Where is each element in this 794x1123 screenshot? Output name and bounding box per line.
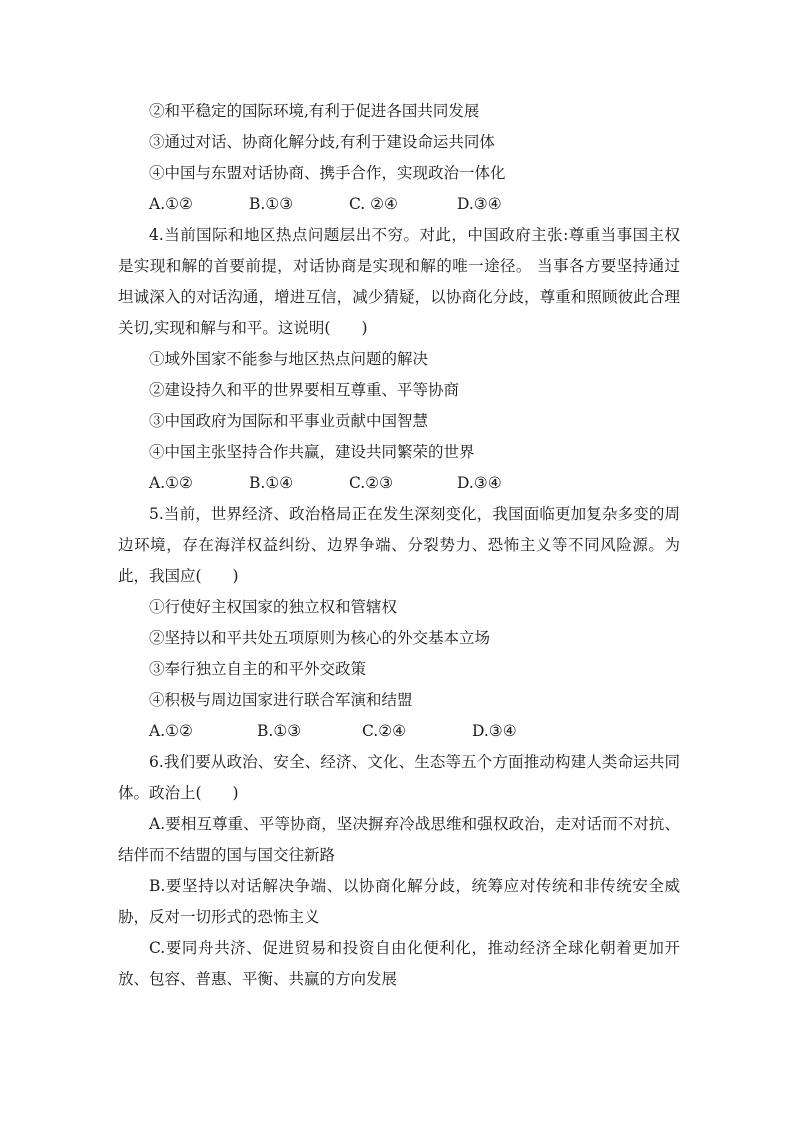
q6-option-a: A.要相互尊重、平等协商，坚决摒弃冷战思维和强权政治，走对话而不对抗、结伴而不结盟的国与国交往新路 (118, 815, 680, 864)
q5-choice-c: C.②④ (362, 722, 407, 740)
q4-choice-a: A.①② (149, 474, 193, 492)
q5-choice-b: B.①③ (257, 722, 302, 740)
q4-option-1: ①域外国家不能参与地区热点问题的解决 (149, 350, 429, 368)
q3-choices (118, 189, 680, 220)
q5-choice-d: D.③④ (472, 722, 517, 740)
q6-option-c: C.要同舟共济、促进贸易和投资自由化便利化，推动经济全球化朝着更加开放、包容、普惠、平衡、共赢的方向发展 (118, 939, 680, 988)
q4-choice-c: C.②③ (349, 474, 394, 492)
q5-choice-a: A.①② (149, 722, 193, 740)
q4-option-3: ③中国政府为国际和平事业贡献中国智慧 (149, 412, 429, 430)
q3-choice-b: B.①③ (249, 195, 294, 213)
q5-option-3: ③奉行独立自主的和平外交政策 (149, 660, 367, 678)
q4-option-4: ④中国主张坚持合作共赢，建设共同繁荣的世界 (149, 443, 475, 461)
q5-option-1: ①行使好主权国家的独立权和管辖权 (149, 598, 398, 616)
q3-choice-a: A.①② (149, 195, 193, 213)
q4-stem: 4.当前国际和地区热点问题层出不穷。对此，中国政府主张:尊重当事国主权是实现和解的首要前提，对话协商是实现和解的唯一途径。 当事各方要坚持通过坦诚深入的对话沟通，增进互信，减少猜疑，以协商化分歧，尊重和照顾彼此合理关切,实现和解与和平。这说明( ) (118, 226, 680, 337)
q5-option-4: ④积极与周边国家进行联合军演和结盟 (149, 691, 413, 709)
exam-page (118, 96, 680, 995)
q3-option-4: ④中国与东盟对话协商、携手合作，实现政治一体化 (149, 164, 506, 182)
q3-option-3: ③通过对话、协商化解分歧,有利于建设命运共同体 (149, 133, 495, 151)
q5-stem: 5.当前，世界经济、政治格局正在发生深刻变化，我国面临更加复杂多变的周边环境，存在海洋权益纠纷、边界争端、分裂势力、恐怖主义等不同风险源。为此，我国应( ) (118, 505, 680, 585)
q6-option-b: B.要坚持以对话解决争端、以协商化解分歧，统筹应对传统和非传统安全威胁，反对一切形式的恐怖主义 (118, 877, 680, 926)
q5-option-2: ②坚持以和平共处五项原则为核心的外交基本立场 (149, 629, 491, 647)
q6-stem: 6.我们要从政治、安全、经济、文化、生态等五个方面推动构建人类命运共同体。政治上( ) (118, 753, 680, 802)
q4-choice-b: B.①④ (249, 474, 294, 492)
q3-option-2: ②和平稳定的国际环境,有利于促进各国共同发展 (149, 102, 480, 120)
q5-choices (118, 716, 680, 747)
q3-choice-c: C. ②④ (349, 195, 398, 213)
q4-choices (118, 468, 680, 499)
q4-choice-d: D.③④ (457, 474, 502, 492)
q4-option-2: ②建设持久和平的世界要相互尊重、平等协商 (149, 381, 460, 399)
q3-choice-d: D.③④ (457, 195, 502, 213)
